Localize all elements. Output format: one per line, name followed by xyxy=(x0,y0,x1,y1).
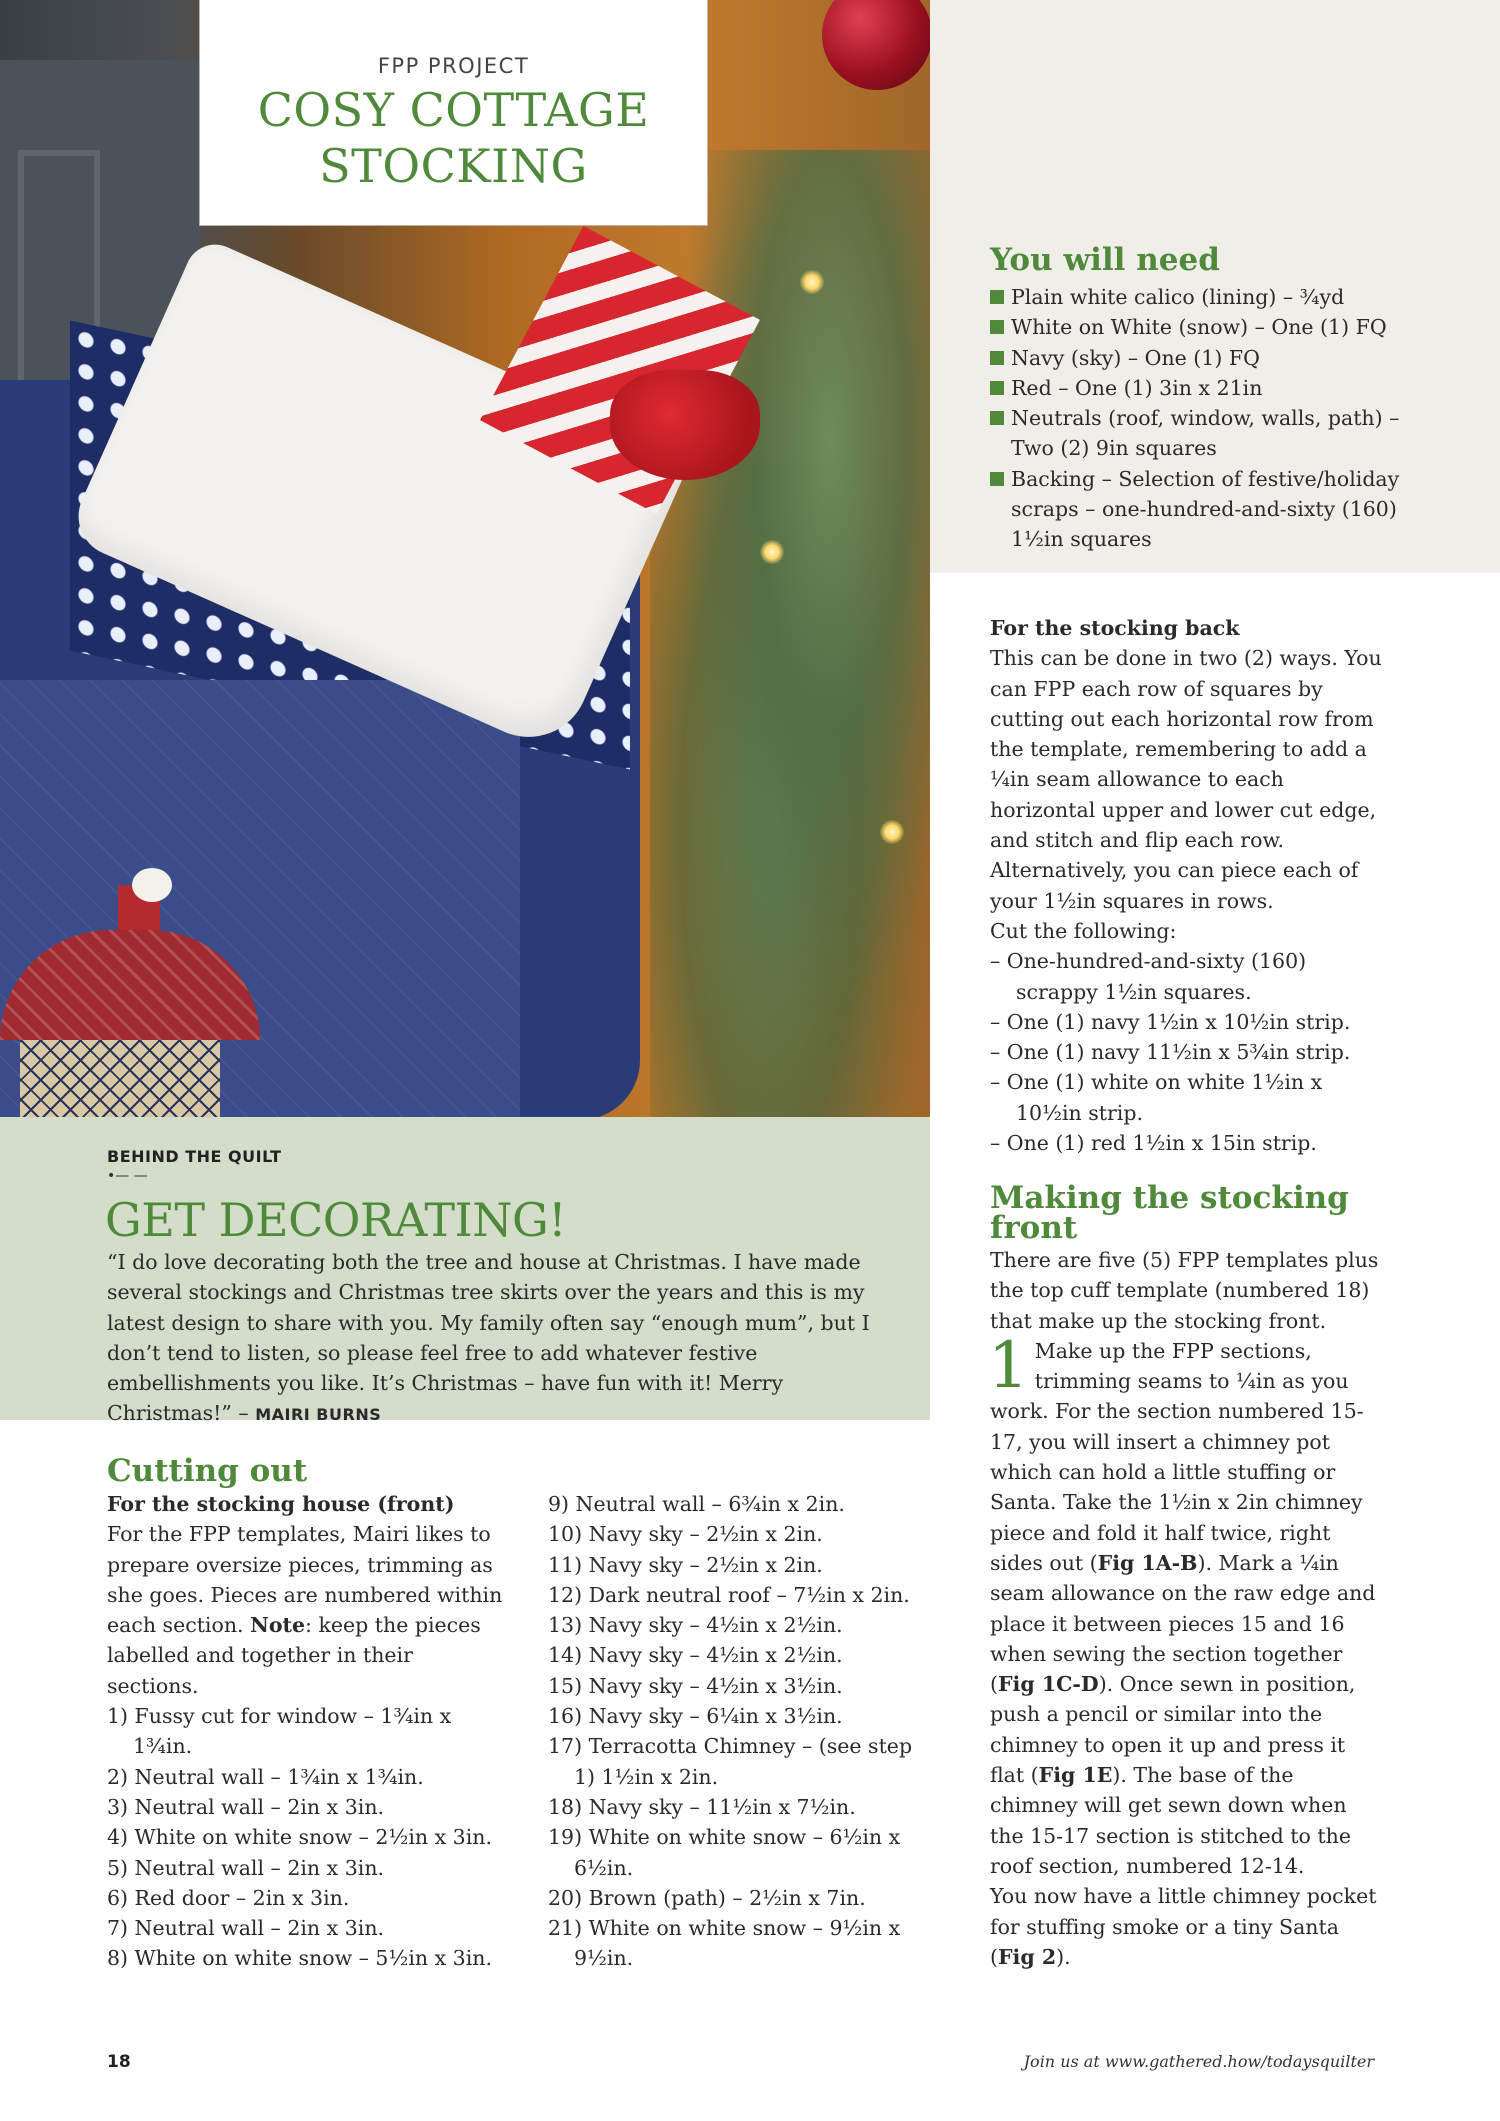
photo-red-bow xyxy=(610,370,760,480)
cutting-item: 7) Neutral wall – 2in x 3in. xyxy=(107,1916,385,1941)
page-number: 18 xyxy=(107,2052,131,2072)
cutting-item: 14) Navy sky – 4½in x 2½in. xyxy=(548,1643,843,1668)
intro-text: For the FPP templates, Mairi likes to prepare oversize pieces, trimming as she goes. Pieces are numbered within each section. xyxy=(107,1522,503,1638)
behind-quilt-headline: GET DECORATING! xyxy=(105,1193,567,1247)
cut-item: – One (1) navy 1½in x 10½in strip. xyxy=(990,1009,1351,1034)
cutting-out-heading: Cutting out xyxy=(107,1453,308,1489)
cutting-item: 12) Dark neutral roof – 7½in x 2in. xyxy=(548,1582,910,1607)
photo-chimney-smoke xyxy=(132,868,172,902)
materials-item: Navy (sky) – One (1) FQ xyxy=(990,343,1410,373)
title-line-2: STOCKING xyxy=(319,139,588,193)
title-line-1: COSY COTTAGE xyxy=(257,83,650,137)
materials-item: Red – One (1) 3in x 21in xyxy=(990,373,1410,403)
cutting-item: 13) Navy sky – 4½in x 2½in. xyxy=(548,1613,843,1638)
cutting-item: 11) Navy sky – 2½in x 2in. xyxy=(548,1552,823,1577)
cutting-list-column-2 xyxy=(548,1489,928,1974)
photo-cottage-window xyxy=(20,1040,220,1117)
photo-fairy-light xyxy=(760,540,784,564)
cutting-item: 18) Navy sky – 11½in x 7½in. xyxy=(548,1794,856,1819)
materials-list xyxy=(990,282,1410,555)
photo-fairy-light xyxy=(800,270,824,294)
arrow-icon: •— — xyxy=(107,1168,148,1184)
behind-quilt-label: BEHIND THE QUILT xyxy=(107,1147,282,1166)
cut-item: – One (1) red 1½in x 15in strip. xyxy=(990,1131,1317,1156)
step-1 xyxy=(988,1328,1385,1881)
making-front-heading: Making the stocking front xyxy=(990,1180,1349,1246)
cutting-item: 20) Brown (path) – 2½in x 7in. xyxy=(548,1885,866,1910)
stocking-back-cuts xyxy=(990,946,1390,1158)
materials-section xyxy=(990,244,1410,555)
note-text: : keep the pieces labelled and together in their sections. xyxy=(107,1613,481,1698)
materials-item: Plain white calico (lining) – ¾yd xyxy=(990,282,1410,312)
cutting-list-column-1 xyxy=(107,1701,507,1974)
title-card xyxy=(205,0,702,220)
cutting-out-intro xyxy=(107,1519,507,1701)
cut-item: – One (1) navy 11½in x 5¾in strip. xyxy=(990,1040,1351,1065)
designer-quote: “I do love decorating both the tree and house at Christmas. I have made several stockings and Christmas tree skirts over the years and this is my latest design to share with you. My family often say “enough mum”, but I don’t tend to listen, so please feel free to add whatever festive embellishments you like. It’s Christmas – have fun with it! Merry Christmas!” – xyxy=(107,1250,870,1426)
cutting-item: 10) Navy sky – 2½in x 2in. xyxy=(548,1522,823,1547)
closing-text: You now have a little chimney pocket for stuffing smoke or a tiny Santa ( xyxy=(990,1884,1377,1969)
cut-item: – One-hundred-and-sixty (160) scrappy 1½in squares. xyxy=(990,949,1307,1004)
step-text: Make up the FPP sections, trimming seams to ¼in as you work. For the section numbered 15-17, you will insert a chimney pot which can hold a little stuffing or Santa. Take the 1½in x 2in chimney piece and fold it half twice, right sides out ( xyxy=(990,1338,1364,1575)
making-front-intro: There are five (5) FPP templates plus the top cuff template (numbered 18) that make up the stocking front. xyxy=(990,1248,1379,1333)
step-text: ). Mark a ¼in seam allowance on the raw edge and place it between pieces 15 and 16 when sewing the section together ( xyxy=(990,1550,1376,1697)
materials-item: Backing – Selection of festive/holiday scraps – one-hundred-and-sixty (160) 1½in squares xyxy=(990,464,1410,555)
cutting-out-column-2 xyxy=(548,1489,928,1974)
note-label: Note xyxy=(250,1613,306,1638)
stocking-back-section xyxy=(990,613,1390,1158)
photo-red-bauble xyxy=(822,0,930,90)
cutting-item: 2) Neutral wall – 1¾in x 1¾in. xyxy=(107,1764,424,1789)
behind-the-quilt-panel xyxy=(0,1117,930,1426)
cutting-item: 15) Navy sky – 4½in x 3½in. xyxy=(548,1673,843,1698)
fig-ref: Fig 1A-B xyxy=(1097,1550,1198,1575)
stocking-house-subheading: For the stocking house (front) xyxy=(107,1492,455,1516)
cutting-item: 19) White on white snow – 6½in x 6½in. xyxy=(548,1825,901,1880)
stocking-back-paragraph: This can be done in two (2) ways. You can FPP each row of squares by cutting out each horizontal row from the template, remembering to add a ¼in seam allowance to each horizontal upper and lower cut edge, and stitch and flip each row. Alternatively, you can piece each of your 1½in squares in rows. xyxy=(990,646,1382,913)
cutting-item: 21) White on white snow – 9½in x 9½in. xyxy=(548,1916,901,1971)
fig-ref: Fig 1E xyxy=(1038,1763,1113,1788)
fig-ref: Fig 2 xyxy=(998,1944,1057,1969)
cutting-item: 9) Neutral wall – 6¾in x 2in. xyxy=(548,1492,845,1516)
cutting-item: 5) Neutral wall – 2in x 3in. xyxy=(107,1855,385,1880)
cutting-item: 6) Red door – 2in x 3in. xyxy=(107,1885,350,1910)
behind-quilt-quote-block xyxy=(107,1247,907,1431)
materials-item: White on White (snow) – One (1) FQ xyxy=(990,312,1410,342)
cutting-item: 1) Fussy cut for window – 1¾in x 1¾in. xyxy=(107,1704,452,1759)
cutting-item: 16) Navy sky – 6¼in x 3½in. xyxy=(548,1704,843,1729)
footer-website[interactable]: Join us at www.gathered.how/todaysquilter xyxy=(1023,2052,1374,2071)
project-title xyxy=(205,82,702,194)
cutting-item: 4) White on white snow – 2½in x 3in. xyxy=(107,1825,493,1850)
cutting-item: 8) White on white snow – 5½in x 3in. xyxy=(107,1946,493,1971)
fig-ref: Fig 1C-D xyxy=(998,1672,1099,1697)
stocking-back-heading: For the stocking back xyxy=(990,616,1240,640)
cutting-out-column-1 xyxy=(107,1489,507,1974)
making-front-section xyxy=(988,1180,1385,1972)
project-kicker: FPP PROJECT xyxy=(377,54,530,78)
cutting-item: 3) Neutral wall – 2in x 3in. xyxy=(107,1794,385,1819)
closing-paragraph xyxy=(990,1881,1385,1972)
cutting-item: 17) Terracotta Chimney – (see step 1) 1½in x 2in. xyxy=(548,1734,913,1789)
designer-credit: MAIRI BURNS xyxy=(255,1405,382,1425)
photo-fairy-light xyxy=(880,820,904,844)
closing-text: ). xyxy=(1056,1944,1071,1969)
step-text: ). The base of the chimney will get sewn down when the 15-17 section is stitched to the roof section, numbered 12-14. xyxy=(990,1763,1351,1878)
cut-item: – One (1) white on white 1½in x 10½in strip. xyxy=(990,1070,1323,1125)
step-text: ). Once sewn in position, push a pencil or similar into the chimney to open it up and press it flat ( xyxy=(990,1672,1356,1788)
making-front-body xyxy=(990,1245,1385,1972)
step-number: 1 xyxy=(988,1328,1029,1403)
cut-intro: Cut the following: xyxy=(990,918,1177,943)
materials-heading: You will need xyxy=(990,242,1220,278)
cutting-out-section xyxy=(107,1455,507,1974)
materials-item: Neutrals (roof, window, walls, path) – Two (2) 9in squares xyxy=(990,403,1410,464)
